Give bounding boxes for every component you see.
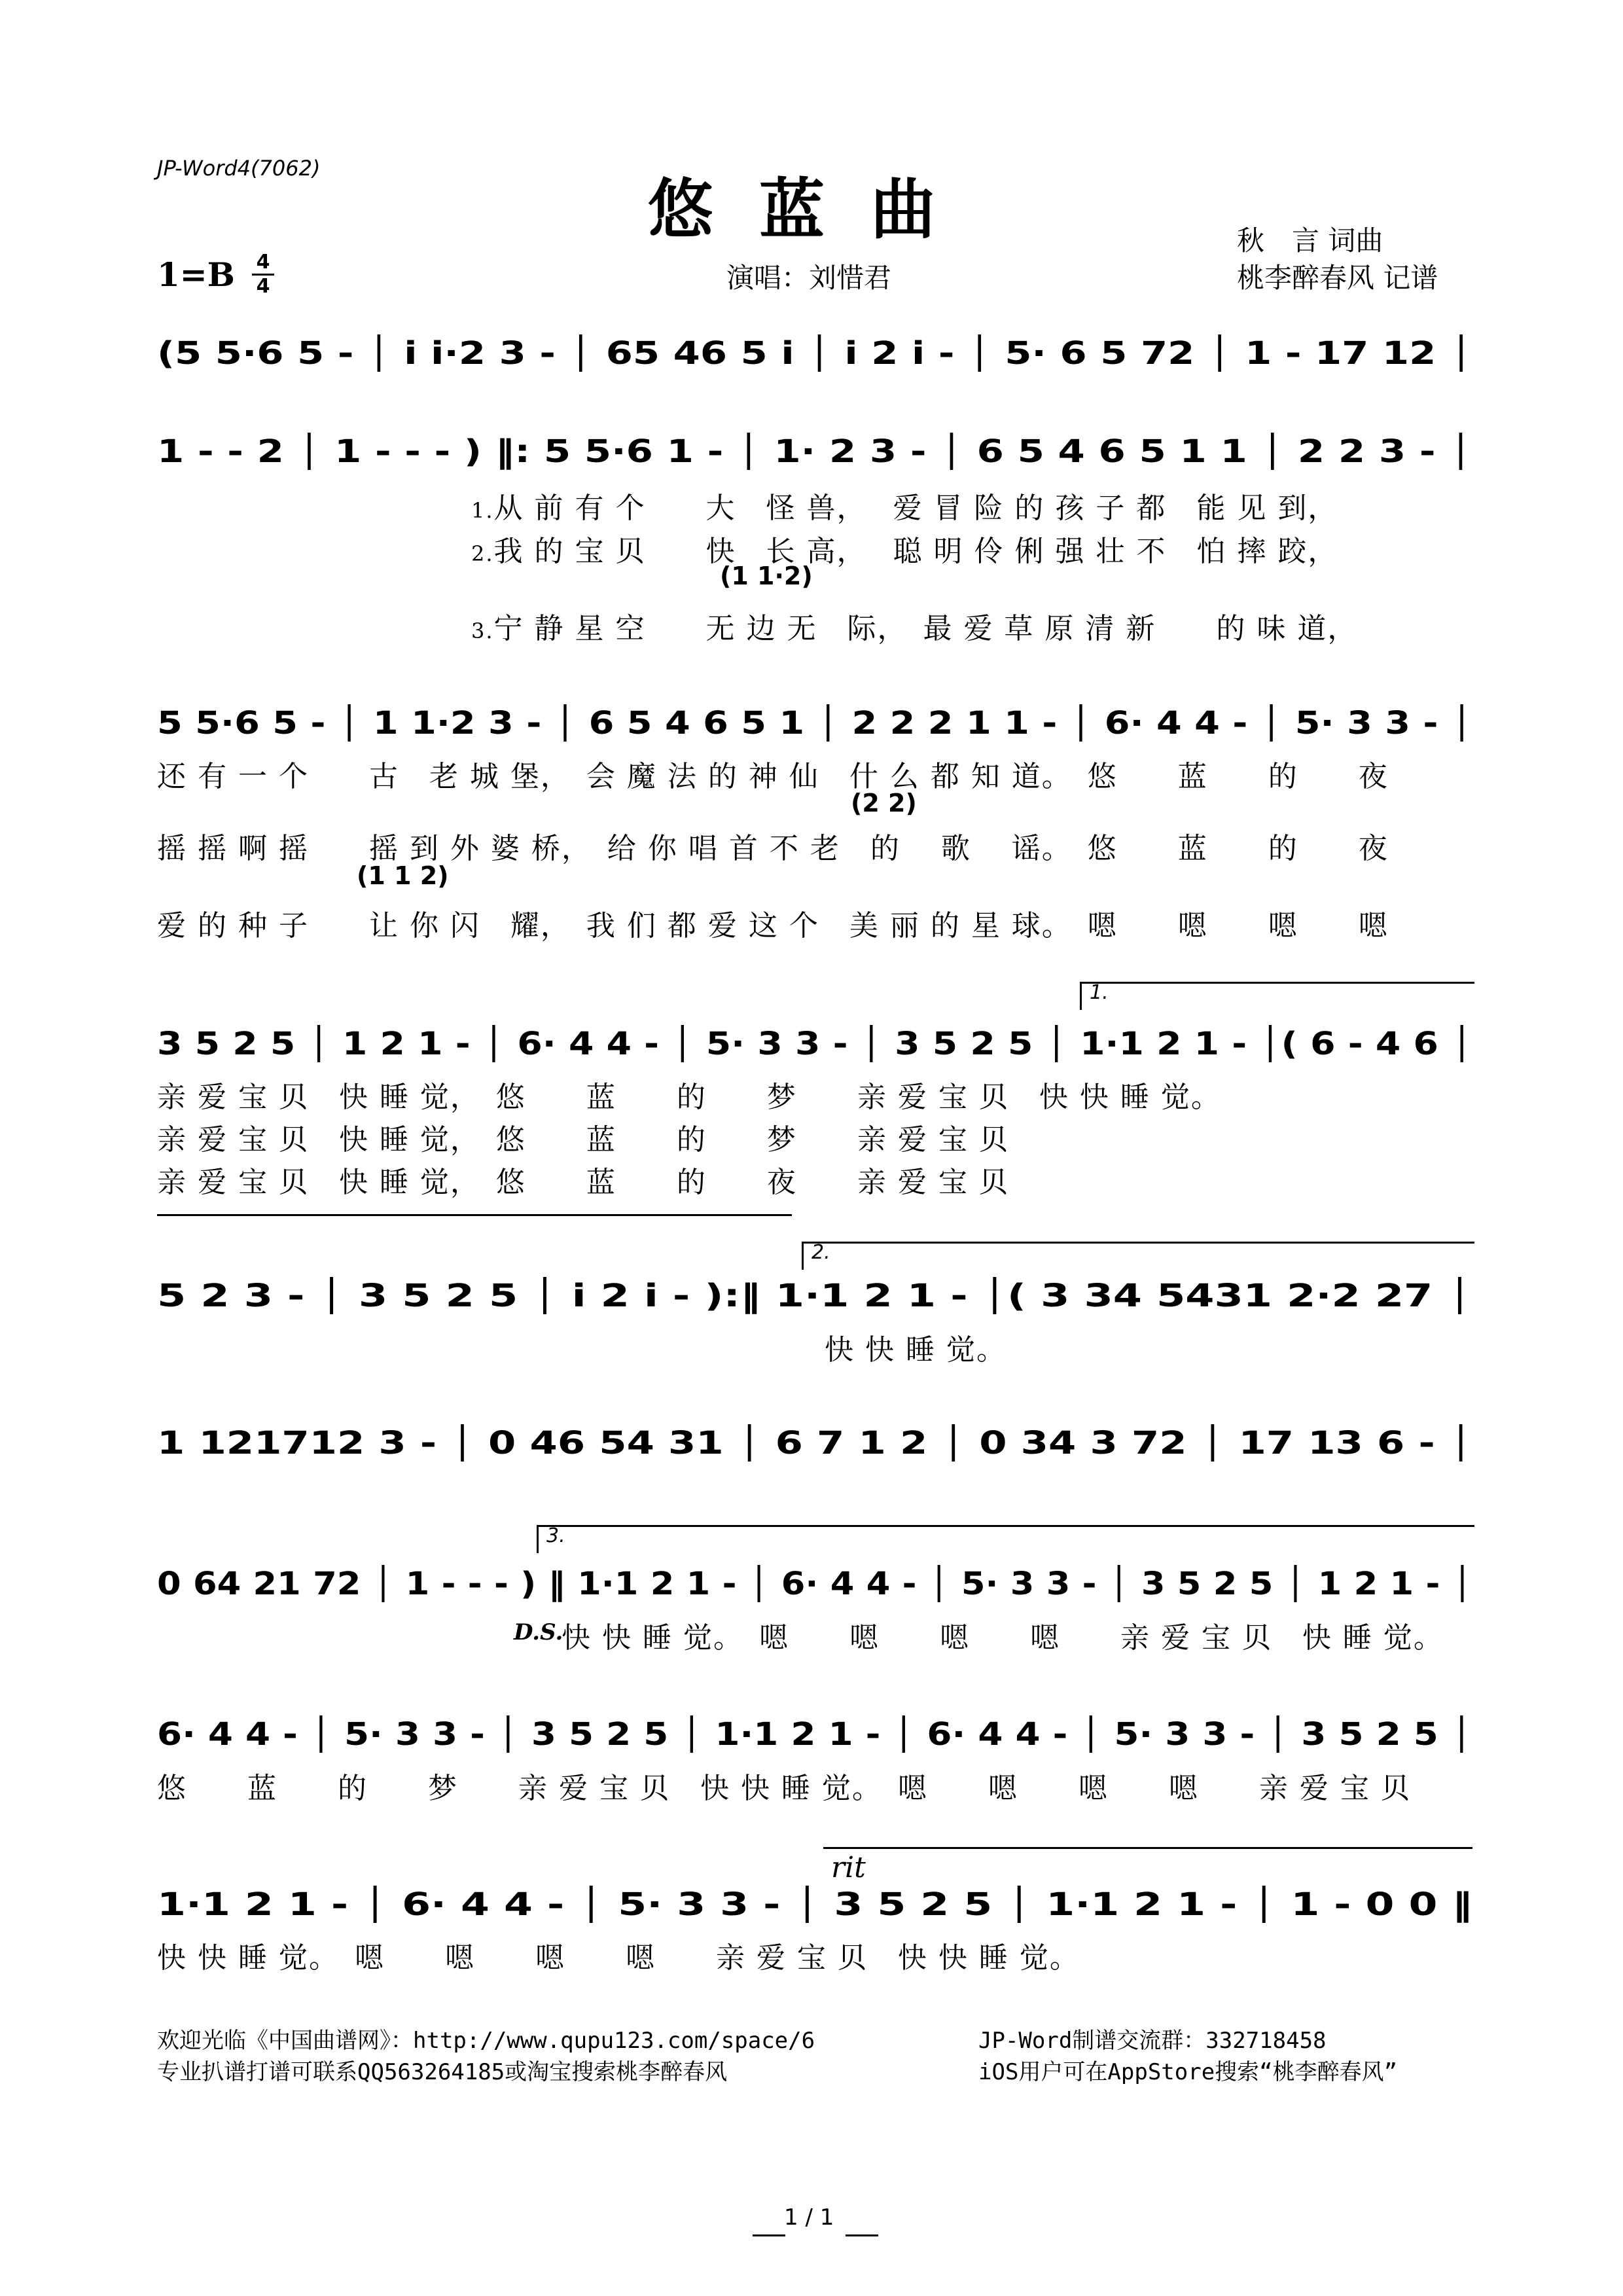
- score-system-9: [157, 1872, 1472, 1937]
- key-signature: 1=B: [157, 255, 235, 294]
- verse-number: 1.: [471, 498, 494, 523]
- lyric-verse-2: 摇 摇 啊 摇 摇 到 外 婆 桥， 给 你 唱 首 不 老 的 歌 谣。 悠 蓝 的 夜: [157, 832, 1389, 865]
- volta-bracket: [537, 1525, 1474, 1553]
- time-signature: [252, 252, 274, 297]
- score-system-2: [157, 419, 1472, 484]
- lyric-text: 我 的 宝 贝 快 长 高， 聪 明 伶 俐 强 壮 不 怕 摔 跤，: [493, 535, 1338, 568]
- notes-line: 0 64 21 72 │ 1 - - - ) ‖ 1·1 2 1 - │ 6· 4 4 - │ 5· 3 3 - │ 3 5 2 5 │ 1 2 1 - │: [157, 1566, 1473, 1602]
- singer: 演唱：刘惜君: [726, 262, 892, 294]
- volta-bracket: [1080, 982, 1474, 1010]
- notes-line: 5 2 3 - │ 3 5 2 5 │ i 2 i - ):‖ 1·1 2 1 - │( 3 34 5431 2·2 27 │: [157, 1278, 1472, 1314]
- lyric-verse-1: 快 快 睡 觉。 嗯 嗯 嗯 嗯 亲 爱 宝 贝 快 快 睡 觉。: [157, 1941, 1080, 1975]
- verse-number: 3.: [471, 619, 494, 643]
- notes-line: 1·1 2 1 - │ 6· 4 4 - │ 5· 3 3 - │ 3 5 2 5 │ 1·1 2 1 - │ 1 - 0 0 ‖: [157, 1886, 1473, 1923]
- lyric-verse-1: 亲 爱 宝 贝 快 睡 觉， 悠 蓝 的 梦 亲 爱 宝 贝 快 快 睡 觉。: [157, 1081, 1221, 1114]
- song-title: 悠蓝曲: [648, 171, 982, 248]
- lyric-verse-3: [471, 605, 1357, 647]
- volta-label: 1.: [1090, 981, 1109, 1004]
- score-system-1: [157, 321, 1472, 386]
- alt-notes-paren: (2 2): [851, 789, 917, 817]
- score-system-8: [157, 1702, 1472, 1767]
- lyric-text: 宁 静 星 空 无 边 无 际， 最 爱 草 原 清 新 的 味 道，: [493, 612, 1358, 645]
- verse-number: 2.: [471, 541, 494, 566]
- lyric-verse-1: 快 快 睡 觉。: [825, 1333, 1007, 1367]
- alt-notes-paren: (1 1 2): [357, 861, 449, 890]
- rit-line: [823, 1847, 1472, 1849]
- footer-ios: iOS用户可在AppStore搜索“桃李醉春风”: [978, 2059, 1398, 2085]
- page-number: 1 / 1: [784, 2204, 834, 2231]
- lyric-verse-2: [471, 528, 1338, 569]
- notes-line: 5 5·6 5 - │ 1 1·2 3 - │ 6 5 4 6 5 1 │ 2 2 2 1 1 - │ 6· 4 4 - │ 5· 3 3 - │: [157, 705, 1473, 742]
- lyric-verse-3: 亲 爱 宝 贝 快 睡 觉， 悠 蓝 的 夜 亲 爱 宝 贝: [157, 1166, 1009, 1199]
- notes-line: (5 5·6 5 - │ i i·2 3 - │ 65 46 5 i │ i 2 i - │ 5· 6 5 72 │ 1 - 17 12 │: [157, 335, 1473, 372]
- volta-label: 2.: [812, 1241, 830, 1264]
- notes-line: 1 - - 2 │ 1 - - - ) ‖: 5 5·6 1 - │ 1· 2 3 - │ 6 5 4 6 5 1 1 │ 2 2 3 - │: [157, 433, 1472, 470]
- volta-label: 3.: [546, 1524, 565, 1547]
- rit-marking: rit: [831, 1851, 866, 1884]
- score-system-7: [157, 1551, 1472, 1617]
- lyric-verse-3: 爱 的 种 子 让 你 闪 耀， 我 们 都 爱 这 个 美 丽 的 星 球。 嗯 嗯 嗯 嗯: [157, 909, 1389, 942]
- notes-line: 1 121712 3 - │ 0 46 54 31 │ 6 7 1 2 │ 0 34 3 72 │ 17 13 6 - │: [157, 1425, 1473, 1462]
- alt-notes-paren: (1 1·2): [720, 562, 813, 590]
- credit-lyricist: 秋 言 词曲: [1237, 224, 1383, 257]
- volta-continuation: [157, 1214, 792, 1216]
- notes-line: 3 5 2 5 │ 1 2 1 - │ 6· 4 4 - │ 5· 3 3 - │ 3 5 2 5 │ 1·1 2 1 - │( 6 - 4 6 │: [157, 1026, 1473, 1062]
- lyric-verse-1: [471, 484, 1338, 526]
- score-system-3: [157, 691, 1472, 756]
- footer-group: JP-Word制谱交流群：332718458: [978, 2028, 1327, 2054]
- score-system-6: [157, 1410, 1472, 1476]
- page-number-underline-right: [846, 2234, 878, 2236]
- time-sig-bottom: 4: [256, 275, 270, 298]
- lyric-verse-2: 亲 爱 宝 贝 快 睡 觉， 悠 蓝 的 梦 亲 爱 宝 贝: [157, 1123, 1009, 1157]
- lyric-text: 从 前 有 个 大 怪 兽， 爱 冒 险 的 孩 子 都 能 见 到，: [493, 492, 1338, 525]
- time-sig-top: 4: [256, 251, 270, 274]
- notes-line: 6· 4 4 - │ 5· 3 3 - │ 3 5 2 5 │ 1·1 2 1 - │ 6· 4 4 - │ 5· 3 3 - │ 3 5 2 5 │: [157, 1716, 1472, 1753]
- score-system-4: [157, 1011, 1472, 1077]
- page-number-underline-left: [753, 2234, 785, 2236]
- software-label: JP-Word4(7062): [157, 156, 321, 181]
- footer-contact: 专业扒谱打谱可联系QQ563264185或淘宝搜索桃李醉春风: [157, 2059, 728, 2085]
- lyric-verse-1: 悠 蓝 的 梦 亲 爱 宝 贝 快 快 睡 觉。 嗯 嗯 嗯 嗯 亲 爱 宝 贝: [157, 1772, 1411, 1805]
- footer-website: 欢迎光临《中国曲谱网》：http://www.qupu123.com/space/6: [157, 2028, 815, 2054]
- lyric-verse-1: 快 快 睡 觉。 嗯 嗯 嗯 嗯 亲 爱 宝 贝 快 睡 觉。: [562, 1621, 1444, 1655]
- lyric-verse-1: 还 有 一 个 古 老 城 堡， 会 魔 法 的 神 仙 什 么 都 知 道。 悠 蓝 的 夜: [157, 760, 1389, 793]
- ds-marking: D.S.: [514, 1619, 563, 1645]
- score-system-5: [157, 1263, 1472, 1329]
- credit-transcriber: 桃李醉春风 记谱: [1237, 262, 1438, 294]
